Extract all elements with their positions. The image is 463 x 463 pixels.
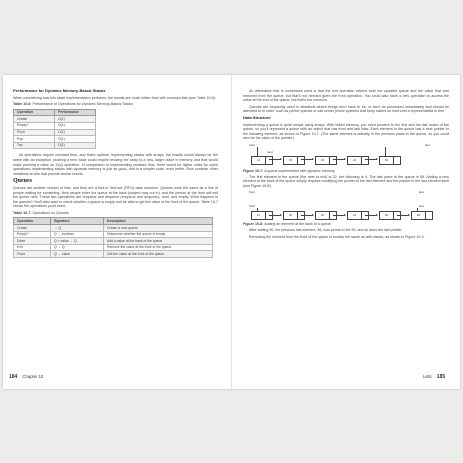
node-next-pointer (298, 157, 304, 164)
last-pointer-line (417, 208, 418, 211)
node-next-pointer (330, 212, 336, 219)
next-arrow (301, 215, 313, 216)
node-value: 90 (412, 212, 426, 219)
table-cell: Q → Q (51, 244, 104, 251)
node-value: 45 (284, 212, 298, 219)
body-paragraph: The first element in the queue (the next to exit) is 22; the following is 9. The last place in the queue is 56. Adding a new element at the back of the queue simply requires modifying the pointer to the last element and the pointer in the last element itself (see Figure 10-8). (243, 174, 449, 188)
page-gutter (231, 75, 232, 389)
table-cell: Enter (14, 238, 51, 245)
node-next-pointer (362, 157, 368, 164)
node-next-pointer (330, 157, 336, 164)
table-row (14, 238, 213, 245)
table-header-row (14, 218, 213, 225)
figure-adding-element (247, 190, 447, 220)
page-number: 185 (436, 374, 446, 380)
subheading-performance: Performance for Dynamic Memory-Based Stacks (13, 88, 106, 93)
front-pointer-label: front (249, 142, 256, 147)
node-value: 12 (252, 157, 266, 164)
body-paragraph: Removing the element from the front of the queue is exactly the same as with stacks, as shown in Figure 10-9. (249, 234, 425, 239)
figure1-caption (243, 169, 449, 174)
performance-table (13, 109, 96, 150)
queue-node (315, 156, 337, 165)
table1-caption-text: Performance of Operations for Dynamic Memory-Based Stacks (32, 102, 133, 107)
node-next-pointer (394, 212, 400, 219)
queue-node (251, 156, 273, 165)
table2-caption-label: Table 10-7: (13, 210, 32, 215)
table-cell: O(1) (55, 136, 96, 143)
table-cell: Q → value (51, 251, 104, 258)
table-row (14, 122, 96, 129)
queue-node (379, 211, 401, 220)
queue-node (283, 156, 305, 165)
figure1-caption-label: Figure 10-7: (243, 168, 264, 173)
figure2-caption-label: Figure 10-8: (243, 222, 264, 227)
table-cell: Create (14, 225, 51, 232)
next-arrow (269, 159, 281, 160)
left-folio (9, 374, 43, 380)
running-footer: Chapter 10 (22, 374, 44, 379)
section-title-queues: Queues (13, 178, 33, 185)
node-next-pointer (426, 212, 432, 219)
body-paragraph: After adding 90, the previous last element, 56, now points to the 90, and so does the last pointer. (249, 227, 403, 232)
node-value: 45 (284, 157, 298, 164)
next-pointer-label: next (267, 149, 273, 154)
table1-caption (13, 102, 218, 107)
table-cell: Q → boolean (51, 231, 104, 238)
table-row (14, 142, 96, 149)
queue-node (315, 211, 337, 220)
queue-node (251, 211, 273, 220)
body-paragraph: Implementing a queue is quite simple using arrays. With linked memory, you need pointers to the first and the last nodes of the queue, so you'll represent a queue with an object that has front and last links. Each element in the queue has a next pointer to the following element, as shown in Figure 10-7. (The same element is actually in the previous place in the queue, so you could also be the value of the pointer.) (243, 122, 449, 141)
next-arrow (333, 159, 345, 160)
right-page (243, 89, 449, 241)
last-pointer-label: last (419, 204, 424, 209)
front-pointer-label: front (249, 204, 256, 209)
queue-node (283, 211, 305, 220)
table-cell: Push (14, 129, 55, 136)
body-paragraph: Queues are frequently used in situations where things don't have to be, or can't be processed immediately and should be attended to in order, such as printer queues or call center phone systems that keep callers on hold until a representative is free. (243, 104, 449, 114)
node-value: 12 (252, 212, 266, 219)
node-next-pointer (394, 157, 400, 164)
table-header: Description (104, 218, 213, 225)
table-cell: Empty? (14, 231, 51, 238)
table-cell: O(1) (55, 116, 96, 123)
table-cell: Empty? (14, 122, 55, 129)
next-arrow (333, 215, 345, 216)
body-paragraph: An alternative that is sometimes used is that the exit operation returns both the updated queue and the value that was removed from the queue, but that's not needed given the front operation. You could also have a new operation to access the value at the end of the queue, but that's too common. (243, 89, 449, 103)
node-value: 60 (380, 157, 394, 164)
table-cell: Create (14, 116, 55, 123)
table-row (14, 244, 213, 251)
table-header-row (14, 109, 96, 116)
table-header: Operation (14, 218, 51, 225)
subheading-data-structure: Data Structure (243, 114, 271, 120)
book-spread (3, 75, 460, 389)
table-cell: → Q (51, 225, 104, 232)
table2-caption (13, 211, 218, 216)
node-next-pointer (362, 212, 368, 219)
table2-caption-text: Operations on Queues (32, 210, 69, 215)
table-cell: O(1) (55, 129, 96, 136)
table-row (14, 225, 213, 232)
last-pointer-line (385, 147, 386, 156)
table-row (14, 129, 96, 136)
last-pointer-label: last (419, 190, 424, 195)
queue-node (347, 156, 369, 165)
table-cell: O(1) (55, 122, 96, 129)
node-value: 30 (316, 157, 330, 164)
figure-queue-dynamic-memory (247, 143, 447, 167)
table-cell: Pop (14, 136, 55, 143)
node-value: 60 (380, 212, 394, 219)
table-header: Operation (14, 109, 55, 116)
queue-operations-table (13, 217, 213, 258)
figure2-caption-text: Adding an element at the back of a queue (264, 222, 331, 227)
front-pointer-line (257, 147, 258, 156)
left-page (13, 89, 218, 262)
node-next-pointer (266, 157, 272, 164)
table-cell: Get the value at the front of the queue. (104, 251, 213, 258)
queue-node (347, 211, 369, 220)
node-value: 30 (316, 212, 330, 219)
table-cell: Add a value at the back of the queue. (104, 238, 213, 245)
right-folio (423, 374, 445, 380)
running-footer: Lists (423, 374, 432, 379)
table-cell: Q × value → Q (51, 238, 104, 245)
table-cell: Determine whether the queue is empty. (104, 231, 213, 238)
front-pointer-line (257, 208, 258, 211)
next-arrow (365, 215, 377, 216)
front-pointer-label: front (249, 190, 256, 195)
figure1-caption-text: A queue implemented with dynamic memory (264, 168, 335, 173)
table-row (14, 136, 96, 143)
node-next-pointer (266, 212, 272, 219)
table-row (14, 251, 213, 258)
node-value: 22 (348, 212, 362, 219)
queue-node (411, 211, 433, 220)
last-pointer-label: last (425, 142, 430, 147)
queue-node (379, 156, 401, 165)
body-paragraph: All operations require constant time, and that's optimal. Implementing stacks with arrays, the results would always be the same with an exception: pushing a new value could require resizing the array to a new, larger place in memory, and that would make pushing a value an O(n) operation. In comparison to implementing constant time, there would be higher costs for some operations; implementing stacks with dynamic memory is just as good, and in a simpler code, even better. Now consider other variations on this that provide similar results. (13, 153, 218, 176)
intro-paragraph: When considering how this stack implementation performs, the results are much better than with common lists (see Table 10-6). (13, 95, 216, 100)
table-row (14, 116, 96, 123)
table-cell: Top (14, 142, 55, 149)
next-arrow (301, 159, 313, 160)
table-cell: O(1) (55, 142, 96, 149)
table-row (14, 231, 213, 238)
node-value: 22 (348, 157, 362, 164)
table-cell: Create a new queue. (104, 225, 213, 232)
next-arrow (269, 215, 281, 216)
page-number: 184 (9, 374, 18, 380)
table-cell: Remove the value at the front of the queue. (104, 244, 213, 251)
table-header: Performance (55, 109, 96, 116)
table1-caption-label: Table 10-6: (13, 102, 32, 107)
node-next-pointer (298, 212, 304, 219)
table-header: Signature (51, 218, 104, 225)
next-arrow (365, 159, 377, 160)
table-cell: Exit (14, 244, 51, 251)
next-arrow (397, 215, 409, 216)
figure2-caption (243, 222, 449, 227)
body-paragraph: Queues are another version of lists, and they are a first-in, first-out (FIFO) data structure. Queues work the same as a line of people waiting for something. New people enter the queue at the back (subject may cut in), and the person at the front will exit the queue next. These two operations are enqueue and dequeue (enqueue and dequeue), front, and empty. What happens in the queues? You'll also want to check whether a queue is empty and be able to get the value of the front of the queue. Table 10-7 shows the operations you'll need. (13, 185, 219, 209)
table-cell: Front (14, 251, 51, 258)
